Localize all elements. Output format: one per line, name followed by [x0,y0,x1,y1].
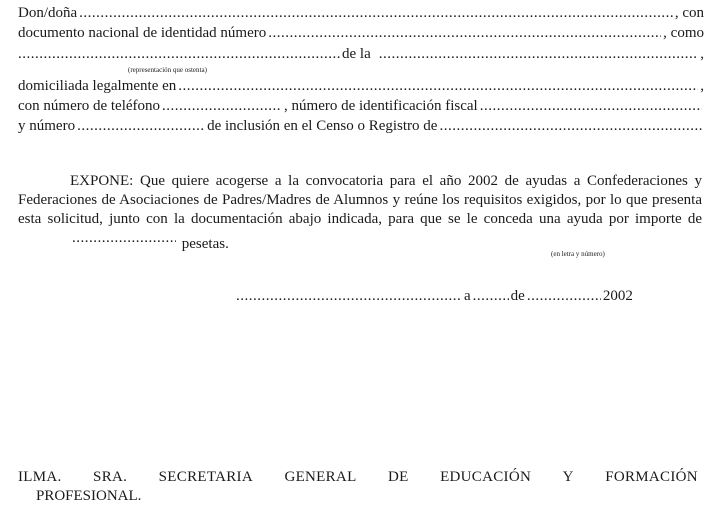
expone-text: EXPONE: Que quiere acogerse a la convocatoria para el año 2002 de ayudas a Confederaciones y Federaciones de Asociaciones de Padres/Madres de Alumnos y reúne los requisitos exigidos, por lo que presenta esta solicitud, junto con la documentación abajo indicada, para que se le conceda una ayuda por importe de [18,173,702,227]
address-label: domiciliada legalmente en [18,78,177,94]
expone-tail: pesetas. [181,236,229,252]
addressee-line-2: PROFESIONAL. [36,488,142,504]
addressee-word: EDUCACIÓN [440,469,532,485]
applicant-name-field[interactable] [79,4,673,22]
expone-paragraph [18,172,702,254]
registry-number-field[interactable] [77,117,205,135]
organization-field[interactable] [379,45,699,63]
date-de-label: de [510,288,525,304]
addressee-word: GENERAL [284,469,357,485]
day-field[interactable] [473,287,509,305]
representation-line [18,45,704,63]
dni-label: documento nacional de identidad número [18,25,267,41]
applicant-name-label: Don/doña [18,5,78,21]
phone-field[interactable] [162,97,282,115]
applicant-name-tail: , con [674,5,704,21]
phone-label: con número de teléfono [18,98,161,114]
place-field[interactable] [236,287,462,305]
representation-tail: , [700,46,704,62]
addressee-word: SRA. [93,469,128,485]
addressee-word: DE [388,469,409,485]
addressee-word: FORMACIÓN [605,469,698,485]
addressee-block [18,468,698,506]
phone-nif-line [18,97,704,115]
date-a-label: a [464,288,471,304]
representation-of-label: de la [342,46,371,62]
applicant-name-line [18,4,704,22]
address-field[interactable] [178,77,698,95]
dni-field[interactable] [268,24,661,42]
nif-field[interactable] [480,97,702,115]
registry-line [18,117,704,135]
place-date-line [236,287,633,305]
representation-caption: (representación que ostenta) [128,66,207,74]
amount-field[interactable] [20,229,176,248]
amount-caption: (en letra y número) [551,250,605,258]
dni-tail: , como [663,25,704,41]
registry-name-field[interactable] [439,117,702,135]
representation-field[interactable] [18,45,340,63]
registry-number-label: y número [18,118,76,134]
addressee-word: SECRETARIA [158,469,253,485]
addressee-line-1 [18,468,698,487]
date-year: 2002 [602,288,633,304]
addressee-word: ILMA. [18,469,62,485]
address-line [18,77,704,95]
addressee-word: Y [562,469,574,485]
registry-label: de inclusión en el Censo o Registro de [207,118,438,134]
address-tail: , [700,78,704,94]
month-field[interactable] [527,287,601,305]
nif-label: , número de identificación fiscal [284,98,478,114]
dni-line [18,24,704,42]
